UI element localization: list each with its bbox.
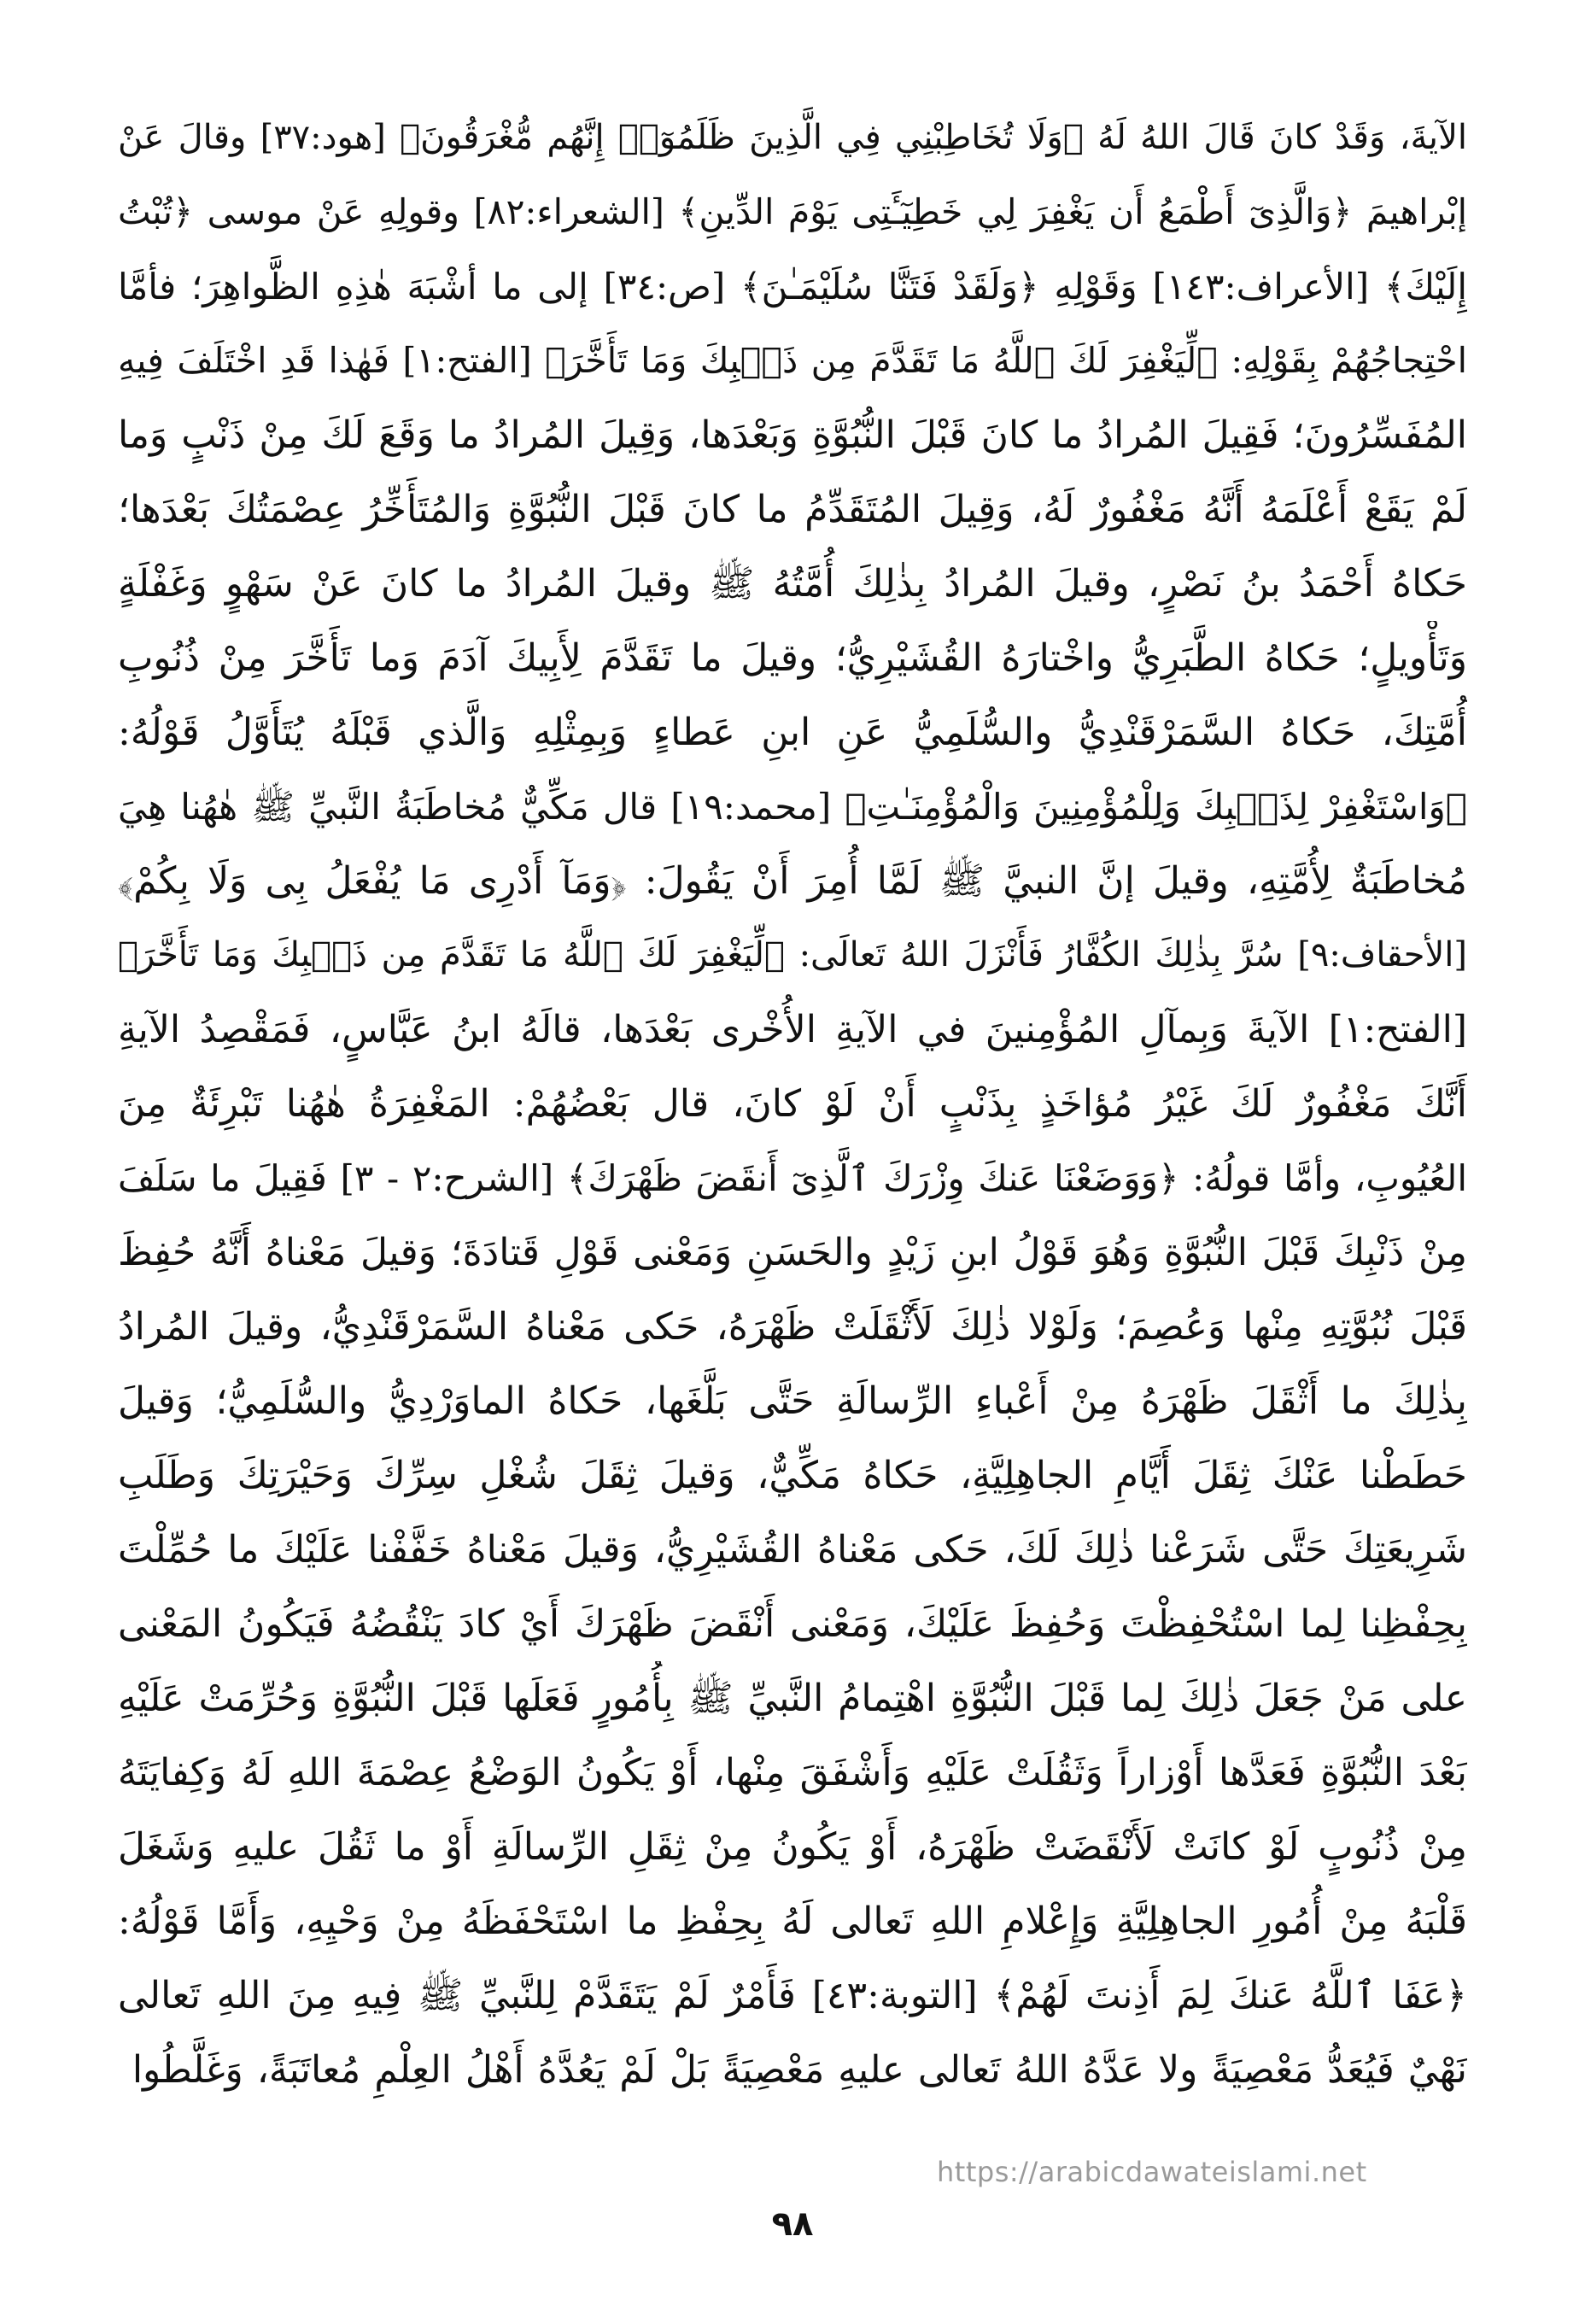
- text-line: بِذٰلِكَ ما أَثْقَلَ ظَهْرَهُ مِنْ أَعْباءِ الرِّسالَةِ حَتَّى بَلَّغَها، حَكاهُ الماوَرْدِيُّ والسُّلَمِيُّ؛ وَقيلَ: [118, 1379, 1467, 1423]
- text-line: [الفتح:١] الآيةَ وَبِمآلِ المُؤْمِنينَ في الآيةِ الأُخْرى بَعْدَها، قالَهُ ابنُ عَبَّاسٍ، فَمَقْصِدُ الآيةِ: [118, 1008, 1467, 1051]
- text-line: إبْراهيمَ ﴿وَالَّذِىٓ أَطْمَعُ أَن يَغْفِرَ لِي خَطِيٓـَٔتِى يَوْمَ الدِّينِ﴾ [الشعراء:٨٢] وقولِهِ عَنْ موسى ﴿تُبْتُ: [118, 191, 1467, 232]
- text-line: العُيُوبِ، وأمَّا قولُهُ: ﴿وَوَضَعْنَا عَنكَ وِزْرَكَ ٱلَّذِىٓ أَنقَضَ ظَهْرَكَ﴾ [الشرح:٢ - ٣] فَقِيلَ ما سَلَفَ: [118, 1157, 1467, 1199]
- text-line: إِلَيْكَ﴾ [الأعراف:١٤٣] وَقَوْلِهِ ﴿وَلَقَدْ فَتَنَّا سُلَيْمَـٰنَ﴾ [ص:٣٤] إلى ما أشْبَهَ هٰذِهِ الظَّواهِرَ؛ فأمَّا: [118, 266, 1467, 307]
- text-line: مِنْ ذَنْبِكَ قَبْلَ النُّبُوَّةِ وَهُوَ قَوْلُ ابنِ زَيْدٍ والحَسَنِ وَمَعْنى قَوْلِ قَتادَةَ؛ وَقيلَ مَعْناهُ أَنَّهُ حُفِظَ: [118, 1231, 1467, 1274]
- source-url: https://arabicdawateislami.net: [937, 2156, 1367, 2188]
- text-line: بَعْدَ النُّبُوَّةِ فَعَدَّها أَوْزاراً وَثَقُلَتْ عَلَيْهِ وَأَشْفَقَ مِنْها، أَوْ يَكُونُ الوَضْعُ عِصْمَةَ اللهِ لَهُ وَكِفايَتَهُ: [118, 1751, 1467, 1794]
- text-line: أُمَّتِكَ، حَكاهُ السَّمَرْقَنْدِيُّ والسُّلَمِيُّ عَنِ ابنِ عَطاءٍ وَبِمِثْلِهِ وَالَّذي قَبْلَهُ يُتَأَوَّلُ قَوْلُهُ:: [118, 711, 1467, 754]
- text-line: ﴿وَاسْتَغْفِرْ لِذَنۢبِكَ وَلِلْمُؤْمِنِينَ وَالْمُؤْمِنَـٰتِ﴾ [محمد:١٩] قال مَكِّيٌّ مُخاطَبَةُ النَّبيِّ ﷺ هٰهُنا هِيَ: [118, 786, 1467, 828]
- text-line: لَمْ يَقَعْ أَعْلَمَهُ أَنَّهُ مَغْفُورٌ لَهُ، وَقِيلَ المُتَقَدِّمُ ما كانَ قَبْلَ النُّبُوَّةِ وَالمُتَأَخِّرُ عِصْمَتُكَ بَعْدَها؛: [118, 488, 1467, 531]
- text-line: المُفَسِّرُونَ؛ فَقِيلَ المُرادُ ما كانَ قَبْلَ النُّبُوَّةِ وَبَعْدَها، وَقِيلَ المُرادُ ما وَقَعَ لَكَ مِنْ ذَنْبٍ وَما: [118, 413, 1467, 457]
- text-line: [الأحقاف:٩] سُرَّ بِذٰلِكَ الكُفَّارُ فَأَنْزَلَ اللهُ تَعالَى: ﴿لِّيَغْفِرَ لَكَ ٱللَّهُ مَا تَقَدَّمَ مِن ذَنۢبِكَ وَمَا تَأَخَّرَ﴾: [118, 935, 1467, 975]
- text-line: قَلْبَهُ مِنْ أُمُورِ الجاهِلِيَّةِ وَإِعْلامِ اللهِ تَعالى لَهُ بِحِفْظِ ما اسْتَحْفَظَهُ مِنْ وَحْيِهِ، وَأَمَّا قَوْلُهُ:: [118, 1900, 1467, 1943]
- text-line: مِنْ ذُنُوبٍ لَوْ كانَتْ لَأَنْقَضَتْ ظَهْرَهُ، أَوْ يَكُونُ مِنْ ثِقَلِ الرِّسالَةِ أَوْ ما ثَقُلَ عليهِ وَشَغَلَ: [118, 1825, 1467, 1869]
- text-line: على مَنْ جَعَلَ ذٰلِكَ لِما قَبْلَ النُّبُوَّةِ اهْتِمامُ النَّبيِّ ﷺ بِأُمُورٍ فَعَلَها قَبْلَ النُّبُوَّةِ وَحُرِّمَتْ عَلَيْهِ: [118, 1677, 1467, 1720]
- text-line: احْتِجاجُهُمْ بِقَوْلِهِ: ﴿لِّيَغْفِرَ لَكَ ٱللَّهُ مَا تَقَدَّمَ مِن ذَنۢبِكَ وَمَا تَأَخَّرَ﴾ [الفتح:١] فَهٰذا قَدِ اخْتَلَفَ فِيهِ: [118, 340, 1467, 381]
- text-line: مُخاطَبَةٌ لِأُمَّتِهِ، وقيلَ إنَّ النبيَّ ﷺ لَمَّا أُمِرَ أَنْ يَقُولَ: ﴿وَمَآ أَدْرِى مَا يُفْعَلُ بِى وَلَا بِكُمْ﴾: [118, 859, 1467, 903]
- text-line: وَتَأْويلٍ؛ حَكاهُ الطَّبَرِيُّ واخْتارَهُ القُشَيْرِيُّ؛ وقيلَ ما تَقَدَّمَ لِأَبِيكَ آدَمَ وَما تَأَخَّرَ مِنْ ذُنُوبِ: [118, 636, 1467, 680]
- text-line: أَنَّكَ مَغْفُورٌ لَكَ غَيْرُ مُؤاخَذٍ بِذَنْبٍ أَنْ لَوْ كانَ، قال بَعْضُهُمْ: المَغْفِرَةُ هٰهُنا تَبْرِئَةٌ مِنَ: [118, 1082, 1467, 1126]
- body-text: [118, 101, 1467, 2107]
- text-line: حَطَطْنا عَنْكَ ثِقَلَ أَيَّامِ الجاهِلِيَّةِ، حَكاهُ مَكِّيٌّ، وَقيلَ ثِقَلَ شُغْلِ سِرِّكَ وَحَيْرَتِكَ وَطَلَبِ: [118, 1454, 1467, 1497]
- text-line: بِحِفْظِنا لِما اسْتُحْفِظْتَ وَحُفِظَ عَلَيْكَ، وَمَعْنى أَنْقَضَ ظَهْرَكَ أَيْ كادَ يَنْقُضُهُ فَيَكُونُ المَعْنى: [118, 1602, 1467, 1646]
- page-number: ٩٨: [771, 2204, 814, 2244]
- text-line: شَرِيعَتِكَ حَتَّى شَرَعْنا ذٰلِكَ لَكَ، حَكى مَعْناهُ القُشَيْرِيُّ، وَقيلَ مَعْناهُ خَفَّفْنا عَلَيْكَ ما حُمِّلْتَ: [118, 1528, 1467, 1572]
- text-line: الآيةَ، وَقَدْ كانَ قَالَ اللهُ لَهُ ﴿وَلَا تُخَاطِبْنِي فِي الَّذِينَ ظَلَمُوٓا۟ إِنَّهُم مُّغْرَقُونَ﴾ [هود:٣٧] وقالَ عَنْ: [118, 118, 1467, 157]
- text-line: نَهْيٌ فَيُعَدُّ مَعْصِيَةً ولا عَدَّهُ اللهُ تَعالى عليهِ مَعْصِيَةً بَلْ لَمْ يَعُدَّهُ أَهْلُ العِلْمِ مُعاتَبَةً، وَغَلَّطُوا: [132, 2048, 1467, 2092]
- text-line: قَبْلَ نُبُوَّتِهِ مِنْها وَعُصِمَ؛ وَلَوْلا ذٰلِكَ لَأَثْقَلَتْ ظَهْرَهُ، حَكى مَعْناهُ السَّمَرْقَنْدِيُّ، وقيلَ المُرادُ: [118, 1305, 1467, 1349]
- text-line: ﴿عَفَا ٱللَّهُ عَنكَ لِمَ أَذِنتَ لَهُمْ﴾ [التوبة:٤٣] فَأَمْرٌ لَمْ يَتَقَدَّمْ لِلنَّبيِّ ﷺ فِيهِ مِنَ اللهِ تَعالى: [118, 1974, 1467, 2017]
- text-line: حَكاهُ أَحْمَدُ بنُ نَصْرٍ، وقيلَ المُرادُ بِذٰلِكَ أُمَّتُهُ ﷺ وقيلَ المُرادُ ما كانَ عَنْ سَهْوٍ وَغَفْلَةٍ: [118, 562, 1467, 606]
